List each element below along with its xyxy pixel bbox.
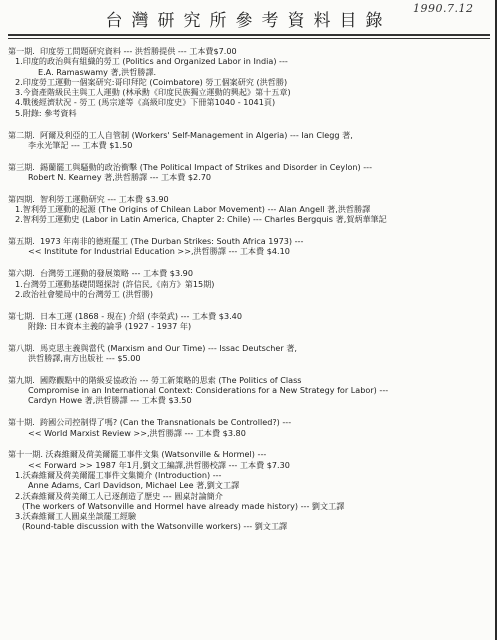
catalog-entry bbox=[8, 375, 492, 406]
entry-heading: 第十期. 跨國公司控制得了嗎? (Can the Transnationals be Controlled?) --- bbox=[8, 417, 292, 428]
catalog-entry bbox=[8, 417, 492, 438]
entry-line: << Forward >> 1987 年1月,劉文工編譯,洪哲勝校譯 --- 工本費 $7.30 bbox=[28, 459, 290, 470]
catalog-entry bbox=[8, 311, 492, 332]
entry-line: 4.戰後經濟狀況 - 勞工 (馬宗達等《高級印度史》下冊第1040 - 1041頁) bbox=[15, 97, 276, 108]
entry-line: 1.印度的政治與有組織的勞工 (Politics and Organized Labor in India) --- bbox=[15, 56, 288, 67]
entry-heading: 第八期. 馬克思主義與當代 (Marxism and Our Time) --- Issac Deutscher 著, bbox=[8, 342, 297, 353]
entry-line: (The workers of Watsonville and Hormel have already made history) --- 劉文工譯 bbox=[22, 500, 345, 511]
catalog-entry bbox=[8, 46, 492, 118]
entry-line: 2.沃森維爾及荷美爾工人已逐創造了歷史 --- 圓桌討論簡介 bbox=[15, 490, 223, 501]
entry-line: 附錄: 日本資本主義的論爭 (1927 - 1937 年) bbox=[28, 320, 192, 331]
entry-line: 1.沃森維爾及荷美爾罷工事件文集簡介 (Introduction) --- bbox=[15, 469, 222, 480]
entry-heading: 第四期. 智利勞工運動研究 --- 工本費 $3.90 bbox=[8, 193, 169, 204]
entry-heading: 第七期. 日本工運 (1868 - 現在) 介紹 (李榮武) --- 工本費 $3.40 bbox=[8, 310, 242, 321]
title-underline bbox=[8, 34, 490, 39]
entry-line: (Round-table discussion with the Watsonville workers) --- 劉文工譯 bbox=[22, 521, 288, 532]
entry-line: 1.智利勞工運動的起源 (The Origins of Chilean Labor Movement) --- Alan Angell 著,洪哲勝譯 bbox=[15, 204, 371, 215]
entry-line: Cardyn Howe 著,洪哲勝譯 --- 工本費 $3.50 bbox=[28, 395, 192, 406]
entry-line: 1.台灣勞工運動基礎問題探討 (許信民,《南方》第15期) bbox=[15, 278, 215, 289]
entry-heading: 第六期. 台灣勞工運動的發展策略 --- 工本費 $3.90 bbox=[8, 268, 193, 279]
catalog-entry bbox=[8, 194, 492, 225]
entry-line: 5.附錄: 參考資料 bbox=[15, 107, 77, 118]
entry-heading: 第二期. 阿爾及利亞的工人自管制 (Workers' Self-Management in Algeria) --- Ian Clegg 著, bbox=[8, 129, 353, 140]
entry-heading: 第三期. 錫蘭罷工與騷動的政治衝擊 (The Political Impact of Strikes and Disorder in Ceylon) --- bbox=[8, 161, 373, 172]
catalog-entry bbox=[8, 162, 492, 183]
handwritten-date: 1990.7.12 bbox=[413, 2, 474, 15]
entry-heading: 第十一期. 沃森維爾及荷美爾罷工事件文集 (Watsonville & Hormel) --- bbox=[8, 449, 267, 460]
page-title: 台灣研究所參考資料目錄 bbox=[105, 11, 392, 31]
entry-heading: 第一期. 印度勞工問題研究資料 --- 洪哲勝提供 --- 工本費$7.00 bbox=[8, 46, 237, 56]
entry-line: Compromise in an International Context: Considerations for a New Strategy for Labor) --- bbox=[28, 385, 389, 396]
catalog-entry bbox=[8, 268, 492, 299]
entry-line: 3.今資產階級民主與工人運動 (林承勳《印度民族獨立運動的興起》第十五章) bbox=[15, 87, 291, 98]
entry-line: << Institute for Industrial Education >>,洪哲勝譯 --- 工本費 $4.10 bbox=[28, 246, 290, 257]
entry-line: Robert N. Kearney 著,洪哲勝譯 --- 工本費 $2.70 bbox=[28, 171, 212, 182]
entry-line: 洪哲勝譯,南方出版社 --- $5.00 bbox=[28, 353, 141, 364]
catalog-entry bbox=[8, 449, 492, 531]
entry-line: 2.政治社會變局中的台灣勞工 (洪哲勝) bbox=[15, 288, 154, 299]
entry-line: E.A. Ramaswamy 著,洪哲勝譯. bbox=[38, 66, 157, 77]
catalog-entry bbox=[8, 130, 492, 151]
entry-line: Anne Adams, Carl Davidson, Michael Lee 著,劉文工譯 bbox=[28, 480, 240, 491]
catalog-list bbox=[8, 46, 492, 543]
catalog-entry bbox=[8, 343, 492, 364]
entry-heading: 第五期. 1973 年南非的德班罷工 (The Durban Strikes: South Africa 1973) --- bbox=[8, 236, 304, 247]
catalog-entry bbox=[8, 236, 492, 257]
entry-line: 李永光筆記 --- 工本費 $1.50 bbox=[28, 139, 133, 150]
entry-heading: 第九期. 國際觀點中的階級妥協政治 --- 勞工新策略的思索 (The Politics of Class bbox=[8, 374, 302, 385]
entry-line: << World Marxist Review >>,洪哲勝譯 --- 工本費 $3.80 bbox=[28, 427, 246, 438]
entry-line: 2.印度勞工運動一個案研究:哥印拜陀 (Coimbatore) 勞工個案研究 (洪哲勝) bbox=[15, 76, 288, 87]
entry-line: 2.智利勞工運動史 (Labor in Latin America, Chapter 2: Chile) --- Charles Bergquis 著,賀炳華筆記 bbox=[15, 214, 387, 225]
entry-line: 3.沃森維爾工人圓桌坐談罷工經驗 bbox=[15, 511, 137, 522]
